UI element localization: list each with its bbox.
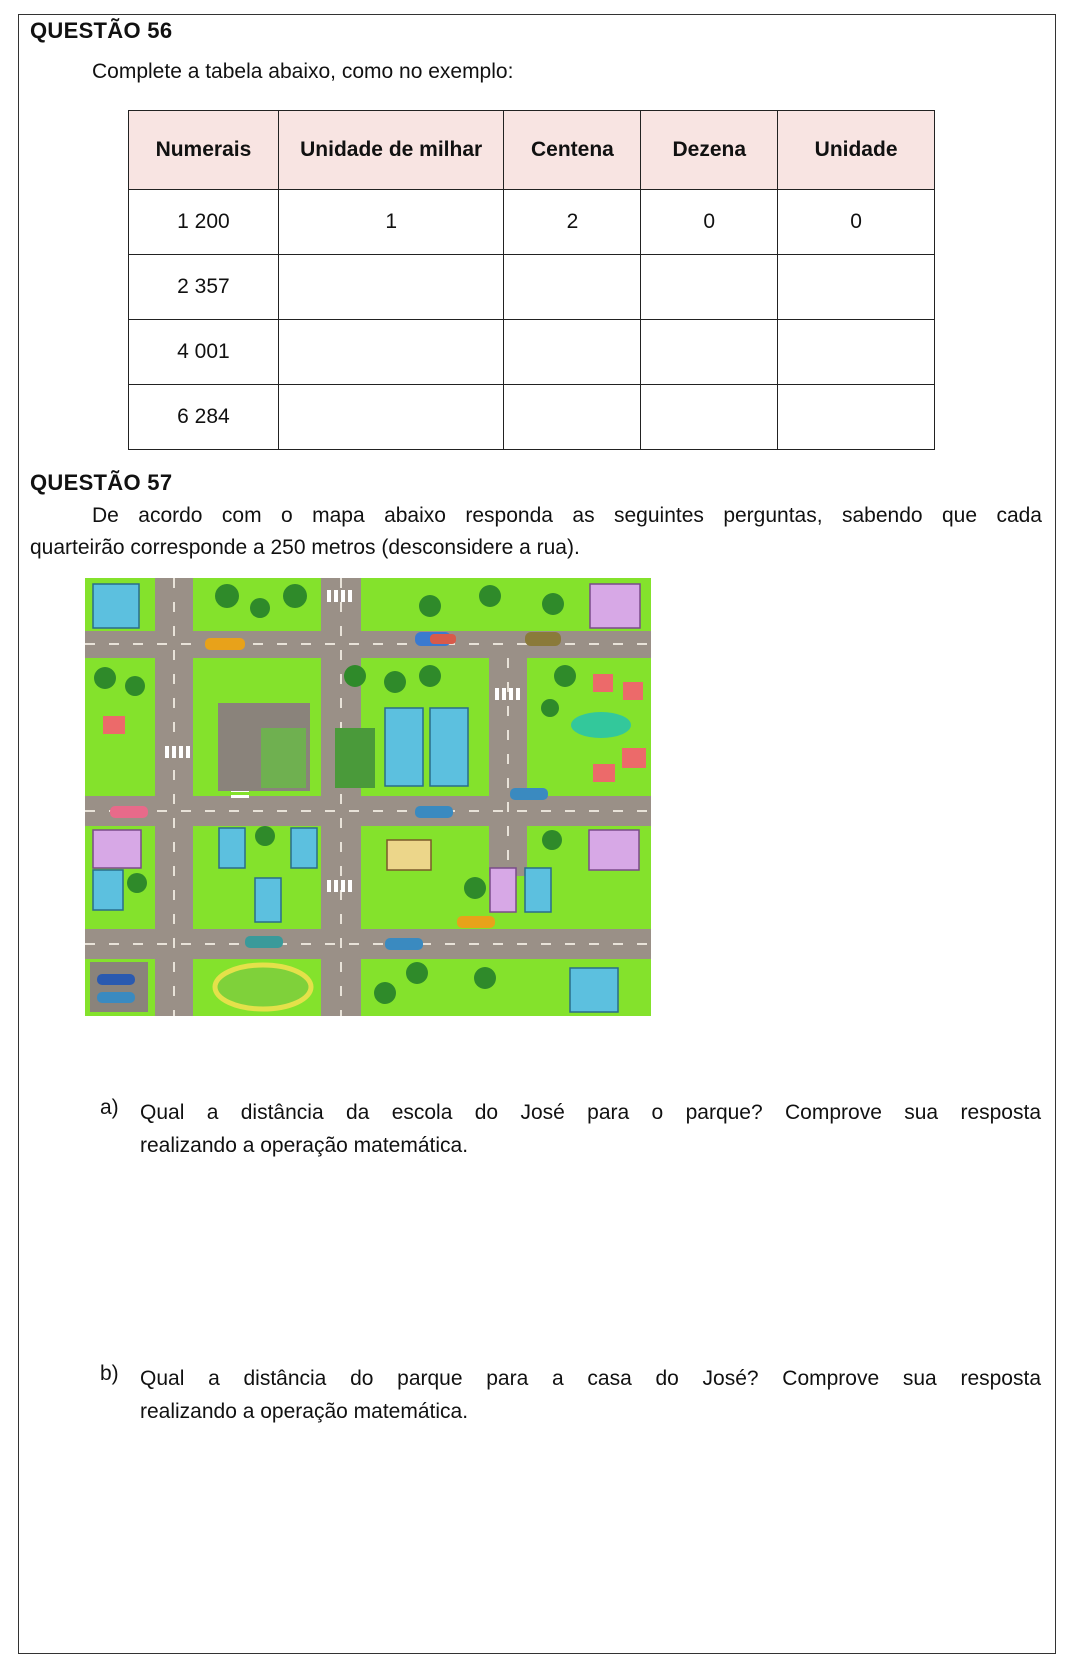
cell-dezena[interactable]: [641, 255, 778, 320]
question-57-intro-line1: De acordo com o mapa abaixo responda as seguintes perguntas, sabendo que cada: [92, 504, 1042, 527]
table-row: [129, 320, 935, 385]
cell-centena[interactable]: [504, 385, 641, 450]
cell-numeral: 2 357: [129, 255, 279, 320]
cell-unidade-de-milhar[interactable]: [278, 255, 504, 320]
question-56-title: QUESTÃO 56: [30, 18, 173, 43]
question-56-instruction: Complete a tabela abaixo, como no exemplo:: [92, 60, 514, 83]
cell-unidade-de-milhar: 1: [278, 190, 504, 255]
question-57b-label: b): [100, 1362, 119, 1385]
numeral-table: [128, 110, 935, 450]
cell-numeral: 4 001: [129, 320, 279, 385]
header-centena: Centena: [504, 111, 641, 190]
question-57-title: QUESTÃO 57: [30, 470, 173, 495]
cell-numeral: 1 200: [129, 190, 279, 255]
header-unidade: Unidade: [778, 111, 935, 190]
header-unidade-de-milhar: Unidade de milhar: [278, 111, 504, 190]
cell-centena: 2: [504, 190, 641, 255]
question-57a-line2: realizando a operação matemática.: [140, 1134, 469, 1157]
cell-unidade[interactable]: [778, 385, 935, 450]
city-map-illustration: [85, 578, 651, 1016]
header-numerais: Numerais: [129, 111, 279, 190]
cell-numeral: 6 284: [129, 385, 279, 450]
cell-unidade-de-milhar[interactable]: [278, 385, 504, 450]
cell-unidade[interactable]: [778, 320, 935, 385]
cell-dezena: 0: [641, 190, 778, 255]
cell-centena[interactable]: [504, 320, 641, 385]
table-header-row: [129, 111, 935, 190]
table-row: [129, 255, 935, 320]
question-57a-line1: Qual a distância da escola do José para o parque? Comprove sua resposta: [140, 1101, 1041, 1124]
question-57b-line1: Qual a distância do parque para a casa do José? Comprove sua resposta: [140, 1367, 1041, 1390]
question-57-intro-line2: quarteirão corresponde a 250 metros (desconsidere a rua).: [30, 536, 580, 559]
cell-dezena[interactable]: [641, 385, 778, 450]
cell-centena[interactable]: [504, 255, 641, 320]
cell-unidade: 0: [778, 190, 935, 255]
table-row: [129, 190, 935, 255]
question-57b-line2: realizando a operação matemática.: [140, 1400, 469, 1423]
cell-unidade-de-milhar[interactable]: [278, 320, 504, 385]
table-row: [129, 385, 935, 450]
question-57a-label: a): [100, 1096, 119, 1119]
cell-dezena[interactable]: [641, 320, 778, 385]
cell-unidade[interactable]: [778, 255, 935, 320]
header-dezena: Dezena: [641, 111, 778, 190]
